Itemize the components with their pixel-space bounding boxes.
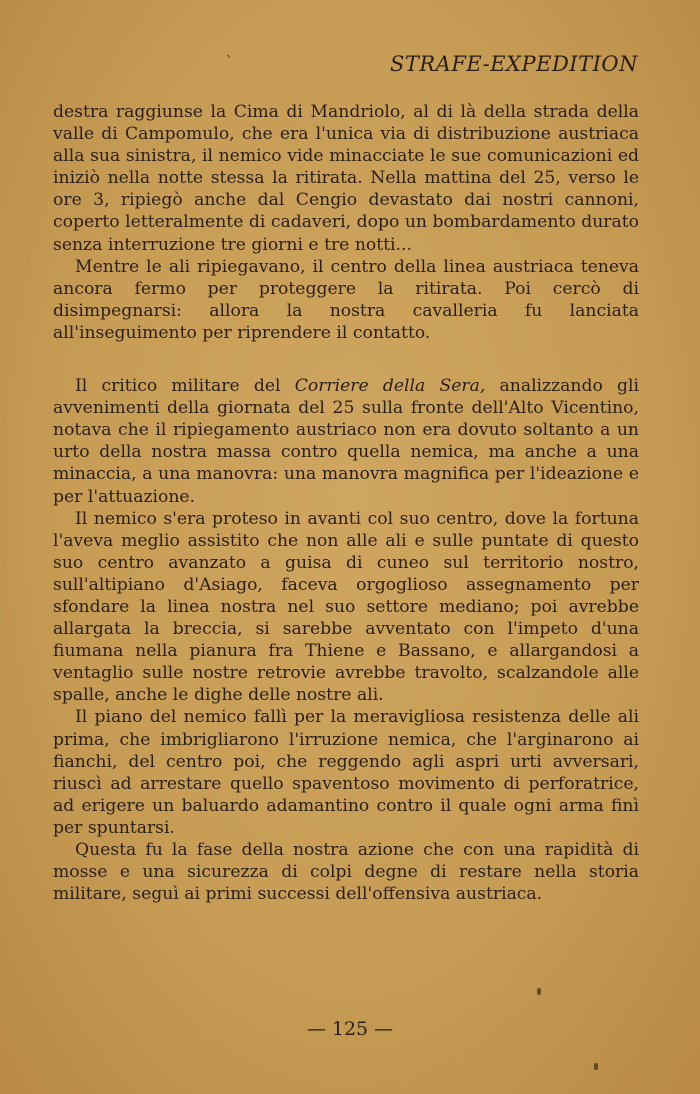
paragraph-1: destra raggiunse la Cima di Mandriolo, al di là della strada della valle di Campomulo, che era l'unica via di distribuzione austriaca alla sua sinistra, il nemico vide minacciate le sue comunicazioni ed iniziò nella notte stessa la ritirata. Nella mattina del 25, verso le ore 3, ripiegò anche dal Cengio devastato dai nostri cannoni, coperto letteralmente di cadaveri, dopo un bombardamento durato senza interruzione tre giorni e tre notti... bbox=[53, 102, 639, 255]
paragraph-6: Questa fu la fase della nostra azione che con una rapidità di mosse e una sicurezza di colpi degne di restare nella storia militare, seguì ai primi successi dell'offensiva austriaca. bbox=[53, 840, 639, 905]
running-header: STRAFE-EXPEDITION bbox=[389, 52, 638, 76]
paragraph-3-lead: Il critico militare del bbox=[75, 376, 295, 397]
paragraph-4: Il nemico s'era proteso in avanti col suo centro, dove la fortuna l'aveva meglio assistito che non alle ali e sulle puntate di questo suo centro avanzato a guisa di cuneo sul territorio nostro, sull'altipiano d'Asiago, faceva orgoglioso assegnamento per sfondare la linea nostra nel suo settore mediano; poi avrebbe allargata la breccia, si sarebbe avventato con l'impeto d'una fiumana nella pianura fra Thiene e Bassano, e allargandosi a ventaglio sulle nostre retrovie avrebbe travolto, scalzandole alle spalle, anche le dighe delle nostre ali. bbox=[53, 508, 639, 706]
ink-speck bbox=[537, 988, 541, 995]
newspaper-title: Corriere della Sera, bbox=[294, 376, 486, 397]
paragraph-2: Mentre le ali ripiegavano, il centro della linea austriaca teneva ancora fermo per proteggere la ritirata. Poi cercò di disimpegnarsi: allora la nostra cavalleria fu lanciata all'inseguimento per riprendere il contatto. bbox=[53, 256, 639, 343]
paragraph-3-rest: analizzando gli avvenimenti della giornata del 25 sulla fronte dell'Alto Vicentino, notava che il ripiegamento austriaco non era dovuto soltanto a un urto della nostra massa contro quella nemica, ma anche a una minaccia, a una manovra: una manovra magnifica per l'ideazione e per l'attuazione. bbox=[53, 376, 640, 507]
ink-speck bbox=[594, 1063, 598, 1070]
header-mark: ` bbox=[226, 54, 233, 70]
paragraph-5: Il piano del nemico fallì per la meravigliosa resistenza delle ali prima, che imbrigliarono l'irruzione nemica, che l'arginarono ai fianchi, del centro poi, che reggendo agli aspri urti avversari, riuscì ad arrestare quello spaventoso movimento di perforatrice, ad erigere un baluardo adamantino contro il quale ogni arma finì per spuntarsi. bbox=[53, 707, 639, 838]
paragraph-3 bbox=[53, 375, 639, 508]
page-number: — 125 — bbox=[306, 1018, 394, 1040]
body-text bbox=[53, 101, 639, 905]
